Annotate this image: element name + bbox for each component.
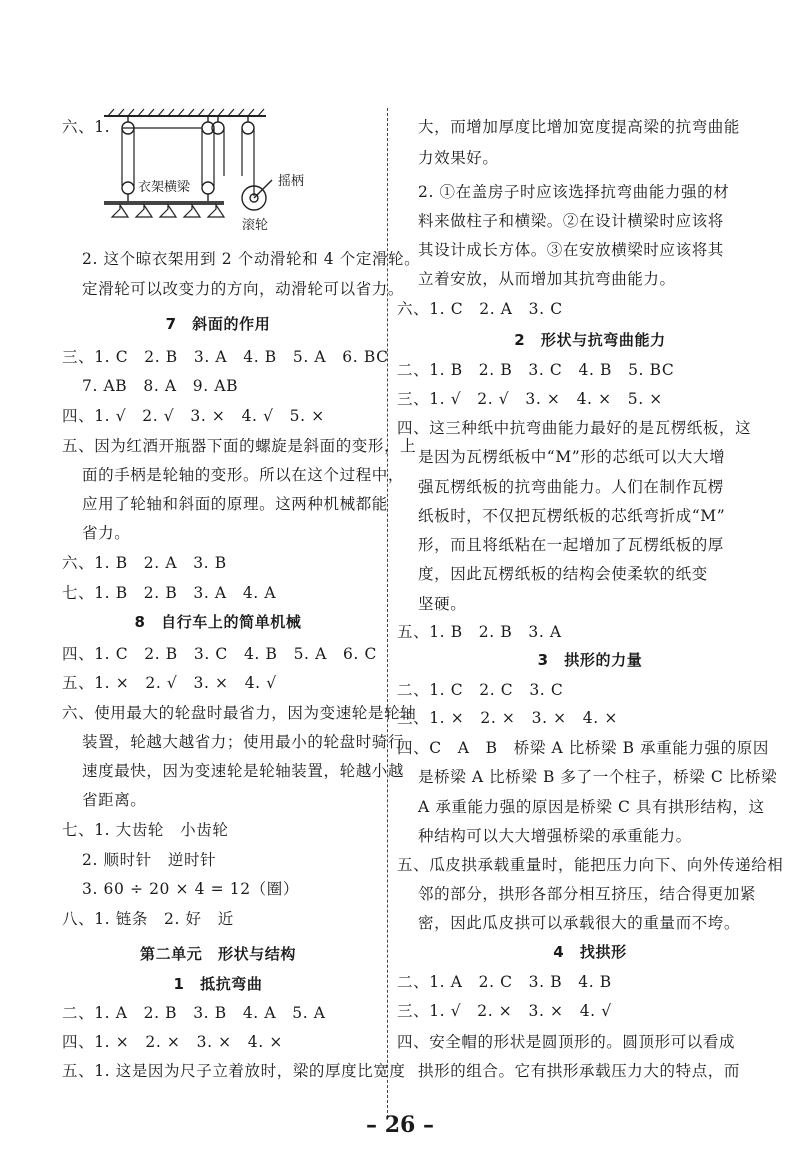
right-text-line: 二、1. B 2. B 3. C 4. B 5. BC [397,361,675,379]
left-text-line: 省距离。 [82,791,147,809]
section-title: 8 自行车上的简单机械 [134,613,302,631]
left-text-line: 七、1. 大齿轮 小齿轮 [62,821,229,839]
beam-label: 衣架横梁 [138,180,191,195]
right-text-line: 坚硬。 [418,595,467,613]
right-text-line: A 承重能力强的原因是桥梁 C 具有拱形结构，这 [418,798,765,816]
left-text-line: 省力。 [82,524,131,542]
left-text-line: 速度最快，因为变速轮是轮轴装置，轮越小越 [82,762,405,780]
right-text-line: 三、1. √ 2. × 3. × 4. √ [397,1002,612,1020]
right-text-line: 料来做柱子和横梁。②在设计横梁时应该将 [418,212,724,230]
right-text-line: 强瓦楞纸板的抗弯曲能力。人们在制作瓦楞 [418,478,724,496]
right-text-line: 形，而且将纸粘在一起增加了瓦楞纸板的厚 [418,536,724,554]
page-number: – 26 – [366,1112,434,1138]
right-text-line: 四、C A B 桥梁 A 比桥梁 B 承重能力强的原因 [397,739,769,757]
right-text-line: 力效果好。 [418,149,499,167]
right-text-line: 三、1. × 2. × 3. × 4. × [397,709,618,727]
right-text-line: 五、瓜皮拱承载重量时，能把压力向下、向外传递给相 [397,856,784,874]
right-text-line: 四、安全帽的形状是圆顶形的。圆顶形可以看成 [397,1033,736,1051]
left-text-line: 五、1. × 2. √ 3. × 4. √ [62,674,277,692]
right-text-line: 大，而增加厚度比增加宽度提高梁的抗弯曲能 [418,118,741,136]
left-text-line: 定滑轮可以改变力的方向，动滑轮可以省力。 [82,280,405,298]
left-text-line: 2. 这个晾衣架用到 2 个动滑轮和 4 个定滑轮。 [82,250,421,268]
section-title: 7 斜面的作用 [165,315,271,333]
left-text-line: 装置，轮越大越省力；使用最小的轮盘时骑行 [82,733,405,751]
roller-label: 滚轮 [242,218,269,233]
left-text-line: 面的手柄是轮轴的变形。所以在这个过程中， [82,466,405,484]
right-text-line: 四、这三种纸中抗弯曲能力最好的是瓦楞纸板，这 [397,419,752,437]
right-text-line: 2. ①在盖房子时应该选择抗弯曲能力强的材 [418,183,730,201]
left-text-line: 二、1. A 2. B 3. B 4. A 5. A [62,1004,326,1022]
section-title: 3 拱形的力量 [537,651,643,669]
left-text-line: 四、1. C 2. B 3. C 4. B 5. A 6. C [62,645,377,663]
left-text-line: 八、1. 链条 2. 好 近 [62,910,234,928]
right-text-line: 三、1. √ 2. √ 3. × 4. × 5. × [397,390,663,408]
left-text-line: 六、使用最大的轮盘时最省力，因为变速轮是轮轴 [62,704,417,722]
left-text-line: 五、因为红酒开瓶器下面的螺旋是斜面的变形，上 [62,437,417,455]
left-text-line: 四、1. √ 2. √ 3. × 4. √ 5. × [62,407,325,425]
right-text-line: 纸板时，不仅把瓦楞纸板的芯纸弯折成“M” [418,507,726,525]
left-text-line: 五、1. 这是因为尺子立着放时，梁的厚度比宽度 [62,1062,406,1080]
left-text-line: 7. AB 8. A 9. AB [82,377,239,395]
right-text-line: 是因为瓦楞纸板中“M”形的芯纸可以大大增 [418,448,726,466]
right-text-line: 种结构可以大大增强桥梁的承重能力。 [418,827,692,845]
left-text-line: 3. 60 ÷ 20 × 4 = 12（圈） [82,880,299,898]
right-text-line: 六、1. C 2. A 3. C [397,300,563,318]
right-text-line: 是桥梁 A 比桥梁 B 多了一个柱子，桥梁 C 比桥梁 [418,768,778,786]
section-title: 4 找拱形 [553,943,627,961]
right-text-line: 二、1. C 2. C 3. C [397,681,564,699]
section-title: 2 形状与抗弯曲能力 [514,331,666,349]
pulley-rack-figure [100,106,320,240]
right-text-line: 拱形的组合。它有拱形承载压力大的特点，而 [418,1062,741,1080]
section-title: 1 抵抗弯曲 [173,975,263,993]
right-text-line: 立着安放，从而增加其抗弯曲能力。 [418,270,676,288]
section-title: 第二单元 形状与结构 [139,945,296,963]
right-text-line: 其设计成长方体。③在安放横梁时应该将其 [418,241,724,259]
left-text-line: 三、1. C 2. B 3. A 4. B 5. A 6. BC [62,348,389,366]
right-text-line: 邻的部分，拱形各部分相互挤压，结合得更加紧 [418,885,757,903]
right-text-line: 密，因此瓜皮拱可以承载很大的重量而不垮。 [418,914,741,932]
left-text-line: 应用了轮轴和斜面的原理。这两种机械都能 [82,495,388,513]
right-text-line: 二、1. A 2. C 3. B 4. B [397,973,612,991]
column-divider [387,108,388,1118]
right-text-line: 五、1. B 2. B 3. A [397,623,562,641]
left-text-line: 2. 顺时针 逆时针 [82,851,217,869]
left-text-line: 四、1. × 2. × 3. × 4. × [62,1033,283,1051]
handle-label: 摇柄 [278,174,305,189]
left-text-line: 六、1. B 2. A 3. B [62,554,227,572]
left-text-line: 七、1. B 2. B 3. A 4. A [62,584,277,602]
left-text-line: 六、1. [62,118,111,136]
right-text-line: 度，因此瓦楞纸板的结构会使柔软的纸变 [418,565,708,583]
